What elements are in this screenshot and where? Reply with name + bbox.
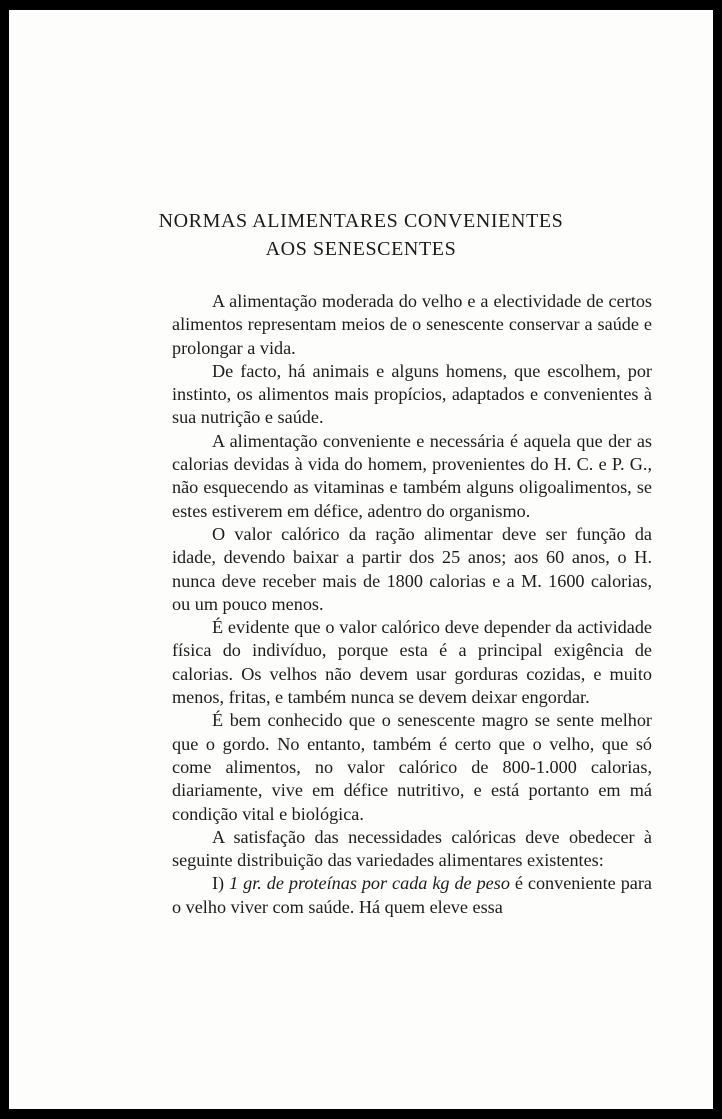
italic-phrase: 1 gr. de proteínas por cada kg de peso [229,873,510,894]
paragraph: A alimentação conveniente e necessária é aquela que der as calorias devidas à vida do homem, provenientes do H. C. e P. G., não esquecendo as vitaminas e também alguns oligoalimentos, se estes estiverem em défice, adentro do organismo. [172,430,652,521]
paragraph: A satisfação das necessidades calóricas deve obedecer à seguinte distribuição das variedades alimentares existentes: [172,826,652,871]
paragraph: A alimentação moderada do velho e a electividade de certos alimentos representam meios de o senescente conservar a saúde e prolongar a vida. [172,291,652,358]
body-text [172,290,652,919]
paragraph: De facto, há animais e alguns homens, que escolhem, por instinto, os alimentos mais propícios, adaptados e convenientes à sua nutrição e saúde. [172,360,652,428]
paragraph: O valor calórico da ração alimentar deve ser função da idade, devendo baixar a partir dos 25 anos; aos 60 anos, o H. nunca deve receber mais de 1800 calorias e a M. 1600 calorias, ou um pouco menos. [172,523,652,614]
page-title-line-1: NORMAS ALIMENTARES CONVENIENTES [158,210,564,232]
item-suffix: é conveniente para o velho viver com saúde. Há quem eleve essa [172,873,652,917]
book-page [9,10,713,1109]
page-title-line-2: AOS SENESCENTES [265,238,457,260]
item-prefix: I) [212,873,230,894]
paragraph: É bem conhecido que o senescente magro se sente melhor que o gordo. No entanto, também é certo que o velho, que só come alimentos, no valor calórico de 800-1.000 calorias, diariamente, vive em défice nutritivo, e está portanto em má condição vital e biológica. [172,710,652,824]
paragraph-item-1 [172,872,652,919]
paragraph: É evidente que o valor calórico deve depender da actividade física do indivíduo, porque esta é a principal exigência de calorias. Os velhos não devem usar gorduras cozidas, e muito menos, fritas, e também nunca se devem deixar engordar. [172,617,652,708]
